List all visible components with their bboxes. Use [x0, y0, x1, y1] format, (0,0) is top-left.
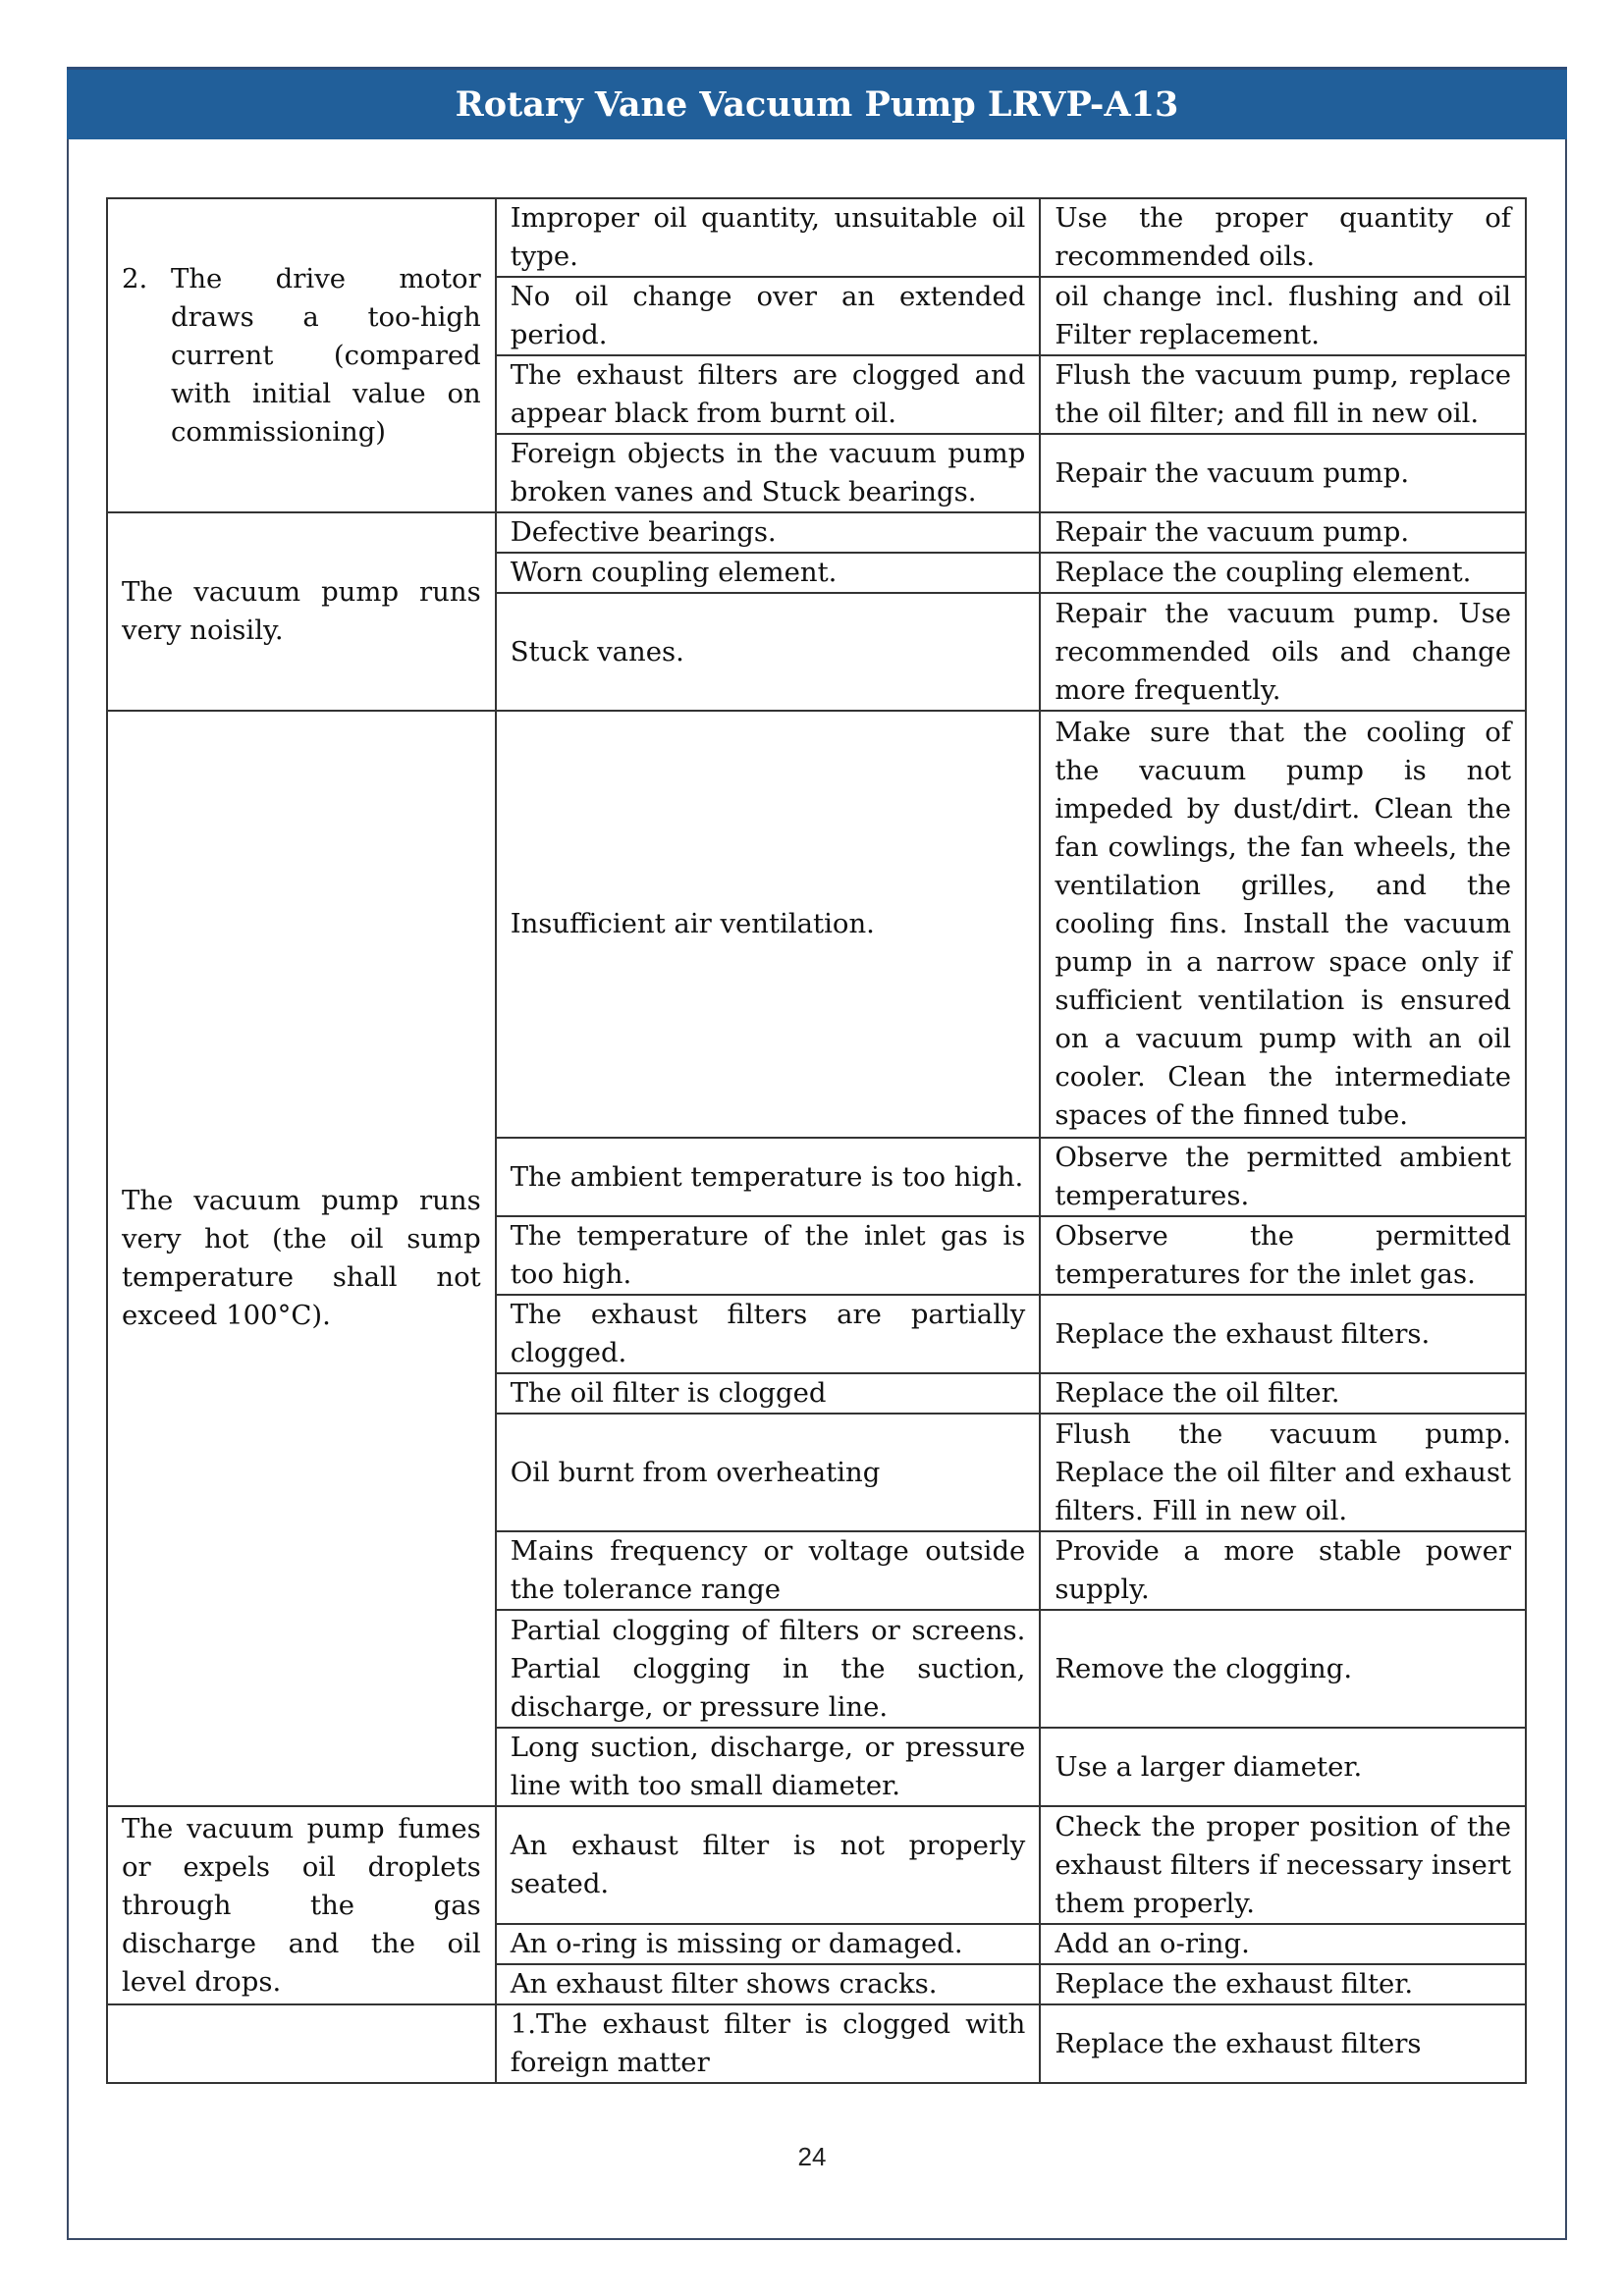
symptom-cell: The vacuum pump fumes or expels oil droplets through the gas discharge and the oil level drops. [107, 1806, 496, 2004]
remedy-cell: Replace the exhaust filter. [1040, 1964, 1526, 2004]
page-title-text: Rotary Vane Vacuum Pump LRVP-A13 [455, 84, 1179, 125]
symptom-text: The drive motor draws a too-high current (compared with initial value on commissioning) [171, 262, 481, 448]
remedy-cell: Check the proper position of the exhaust filters if necessary insert them properly. [1040, 1806, 1526, 1924]
cause-cell: Oil burnt from overheating [496, 1414, 1041, 1531]
cause-cell: Foreign objects in the vacuum pump broken vanes and Stuck bearings. [496, 434, 1041, 512]
cause-cell: An exhaust filter is not properly seated. [496, 1806, 1041, 1924]
remedy-cell: Repair the vacuum pump. [1040, 512, 1526, 553]
symptom-cell [107, 198, 496, 512]
cause-cell: The temperature of the inlet gas is too high. [496, 1216, 1041, 1295]
symptom-number: 2. [122, 262, 148, 294]
remedy-cell: oil change incl. flushing and oil Filter replacement. [1040, 277, 1526, 355]
remedy-cell: Use a larger diameter. [1040, 1728, 1526, 1806]
remedy-cell: Replace the exhaust filters [1040, 2004, 1526, 2083]
remedy-cell: Provide a more stable power supply. [1040, 1531, 1526, 1610]
cause-cell: The oil filter is clogged [496, 1373, 1041, 1414]
remedy-cell: Replace the oil filter. [1040, 1373, 1526, 1414]
page-title [67, 67, 1567, 139]
cause-cell: No oil change over an extended period. [496, 277, 1041, 355]
cause-cell: Worn coupling element. [496, 553, 1041, 593]
cause-cell: Stuck vanes. [496, 593, 1041, 711]
table-row [107, 198, 1526, 277]
remedy-cell: Replace the exhaust filters. [1040, 1295, 1526, 1373]
cause-cell: Long suction, discharge, or pressure line with too small diameter. [496, 1728, 1041, 1806]
remedy-cell: Add an o-ring. [1040, 1924, 1526, 1964]
cause-cell: The exhaust filters are partially clogged. [496, 1295, 1041, 1373]
cause-cell: Improper oil quantity, unsuitable oil type. [496, 198, 1041, 277]
cause-cell: Partial clogging of filters or screens. Partial clogging in the suction, discharge, or pressure line. [496, 1610, 1041, 1728]
remedy-cell: Make sure that the cooling of the vacuum pump is not impeded by dust/dirt. Clean the fan cowlings, the fan wheels, the ventilation grilles, and the cooling fins. Install the vacuum pump in a narrow space only if sufficient ventilation is ensured on a vacuum pump with an oil cooler. Clean the intermediate spaces of the finned tube. [1040, 711, 1526, 1138]
remedy-cell: Use the proper quantity of recommended oils. [1040, 198, 1526, 277]
remedy-cell: Repair the vacuum pump. [1040, 434, 1526, 512]
remedy-cell: Replace the coupling element. [1040, 553, 1526, 593]
remedy-cell: Flush the vacuum pump, replace the oil filter; and fill in new oil. [1040, 355, 1526, 434]
cause-cell: 1.The exhaust filter is clogged with foreign matter [496, 2004, 1041, 2083]
cause-cell: An exhaust filter shows cracks. [496, 1964, 1041, 2004]
symptom-cell: The vacuum pump runs very hot (the oil sump temperature shall not exceed 100°C). [107, 711, 496, 1806]
symptom-cell [107, 2004, 496, 2083]
cause-cell: Defective bearings. [496, 512, 1041, 553]
cause-cell: Mains frequency or voltage outside the tolerance range [496, 1531, 1041, 1610]
table-row [107, 711, 1526, 1138]
remedy-cell: Observe the permitted temperatures for the inlet gas. [1040, 1216, 1526, 1295]
symptom-cell: The vacuum pump runs very noisily. [107, 512, 496, 711]
table-row [107, 1806, 1526, 1924]
remedy-cell: Repair the vacuum pump. Use recommended oils and change more frequently. [1040, 593, 1526, 711]
remedy-cell: Remove the clogging. [1040, 1610, 1526, 1728]
table-row [107, 512, 1526, 553]
cause-cell: The ambient temperature is too high. [496, 1138, 1041, 1216]
troubleshooting-table [106, 197, 1527, 2084]
page-number: 24 [797, 2142, 827, 2171]
table-row [107, 2004, 1526, 2083]
cause-cell: An o-ring is missing or damaged. [496, 1924, 1041, 1964]
cause-cell: The exhaust filters are clogged and appear black from burnt oil. [496, 355, 1041, 434]
cause-cell: Insufficient air ventilation. [496, 711, 1041, 1138]
remedy-cell: Flush the vacuum pump. Replace the oil filter and exhaust filters. Fill in new oil. [1040, 1414, 1526, 1531]
remedy-cell: Observe the permitted ambient temperatures. [1040, 1138, 1526, 1216]
